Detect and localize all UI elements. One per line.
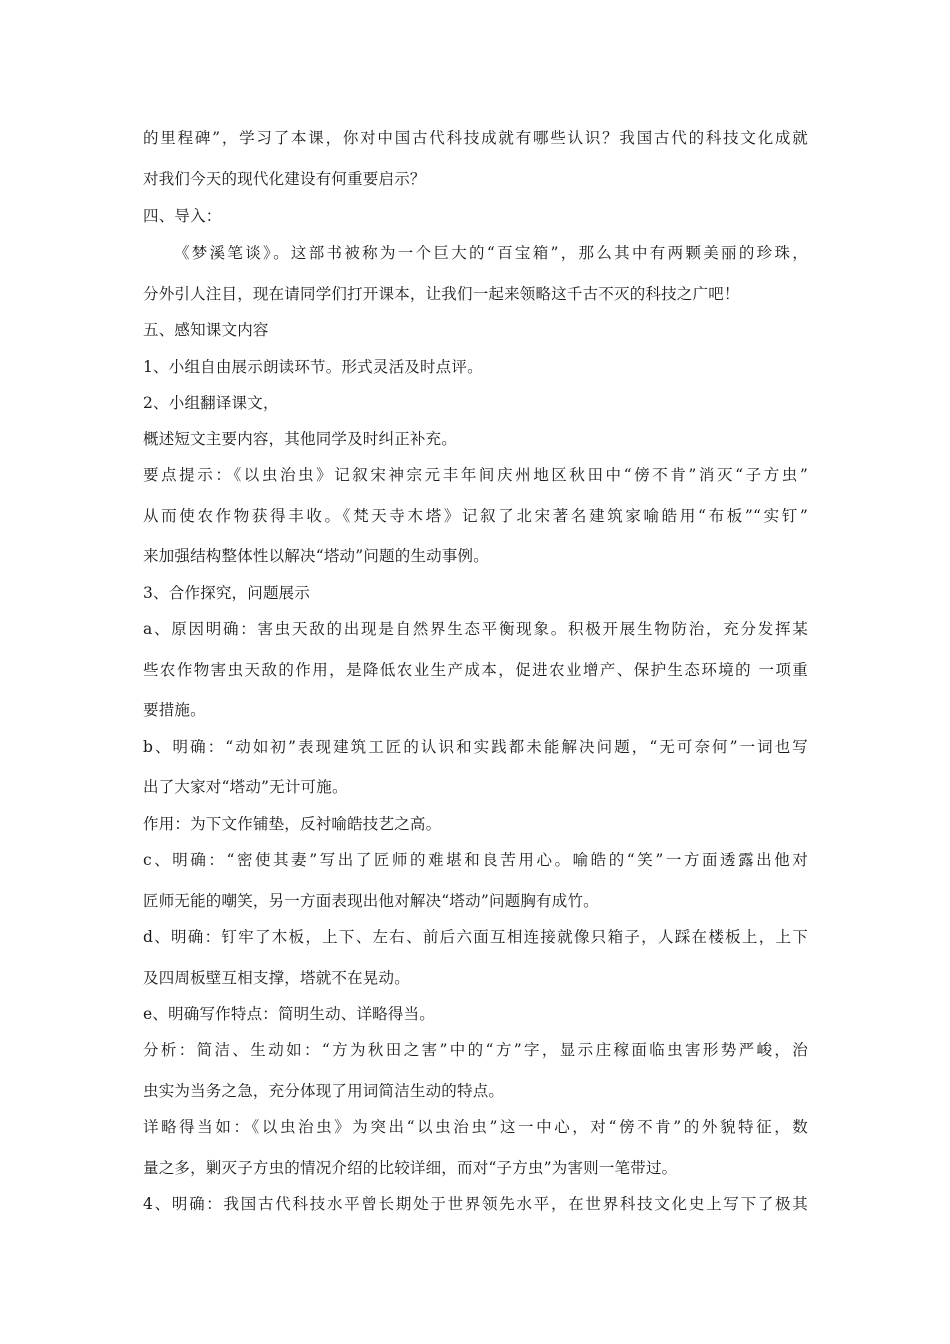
text-line: 详略得当如：《以虫治虫》为突出“以虫治虫”这一中心，对“傍不肯”的外貌特征，数 [143, 1118, 808, 1136]
text-line: c、明确：“密使其妻”写出了匠师的难堪和良苦用心。喻皓的“笑”一方面透露出他对 [143, 851, 808, 869]
text-line: 《梦溪笔谈》。这部书被称为一个巨大的“百宝箱”，那么其中有两颗美丽的珍珠， [174, 244, 808, 262]
text-line: 些农作物害虫天敌的作用，是降低农业生产成本，促进农业增产、保护生态环境的 一项重 [143, 661, 808, 679]
text-line: 量之多，剿灭子方虫的情况介绍的比较详细，而对“子方虫”为害则一笔带过。 [143, 1159, 678, 1177]
text-line: b、明确：“动如初”表现建筑工匠的认识和实践都未能解决问题，“无可奈何”一词也写 [143, 738, 808, 756]
text-line: d、明确：钉牢了木板，上下、左右、前后六面互相连接就像只箱子，人踩在楼板上，上下 [143, 928, 808, 946]
text-line: 1、小组自由展示朗读环节。形式灵活及时点评。 [143, 358, 483, 376]
text-line: 概述短文主要内容，其他同学及时纠正补充。 [143, 430, 458, 448]
text-line: a、原因明确：害虫天敌的出现是自然界生态平衡现象。积极开展生物防治，充分发挥某 [143, 620, 808, 638]
section-heading: 四、导入： [143, 207, 222, 225]
text-line: 分外引人注目，现在请同学们打开课本，让我们一起来领略这千古不灭的科技之广吧！ [143, 285, 740, 303]
text-line: 及四周板壁互相支撑，塔就不在晃动。 [143, 969, 410, 987]
text-line: 出了大家对“塔动”无计可施。 [143, 778, 348, 796]
text-line: 匠师无能的嘲笑，另一方面表现出他对解决“塔动”问题胸有成竹。 [143, 892, 599, 910]
text-line: 的里程碑”，学习了本课，你对中国古代科技成就有哪些认识？我国古代的科技文化成就 [143, 129, 808, 147]
text-line: 来加强结构整体性以解决“塔动”问题的生动事例。 [143, 547, 489, 565]
text-line: 要点提示：《以虫治虫》记叙宋神宗元丰年间庆州地区秋田中“傍不肯”消灭“子方虫” [143, 466, 808, 484]
text-line: 作用：为下文作铺垫，反衬喻皓技艺之高。 [143, 815, 442, 833]
text-line: 对我们今天的现代化建设有何重要启示？ [143, 170, 426, 188]
text-line: 分析：简洁、生动如：“方为秋田之害”中的“方”字，显示庄稼面临虫害形势严峻，治 [143, 1041, 808, 1059]
text-line: 要措施。 [143, 701, 206, 719]
text-line: 3、合作探究，问题展示 [143, 584, 311, 602]
text-line: 2、小组翻译课文， [143, 394, 279, 412]
text-line: 虫实为当务之急，充分体现了用词简洁生动的特点。 [143, 1082, 505, 1100]
text-line: 从而使农作物获得丰收。《梵天寺木塔》记叙了北宋著名建筑家喻皓用“布板”“实钉” [143, 507, 808, 525]
text-line: 4、明确：我国古代科技水平曾长期处于世界领先水平，在世界科技文化史上写下了极其 [143, 1195, 808, 1213]
section-heading: 五、感知课文内容 [143, 321, 269, 339]
text-line: e、明确写作特点：简明生动、详略得当。 [143, 1005, 435, 1023]
